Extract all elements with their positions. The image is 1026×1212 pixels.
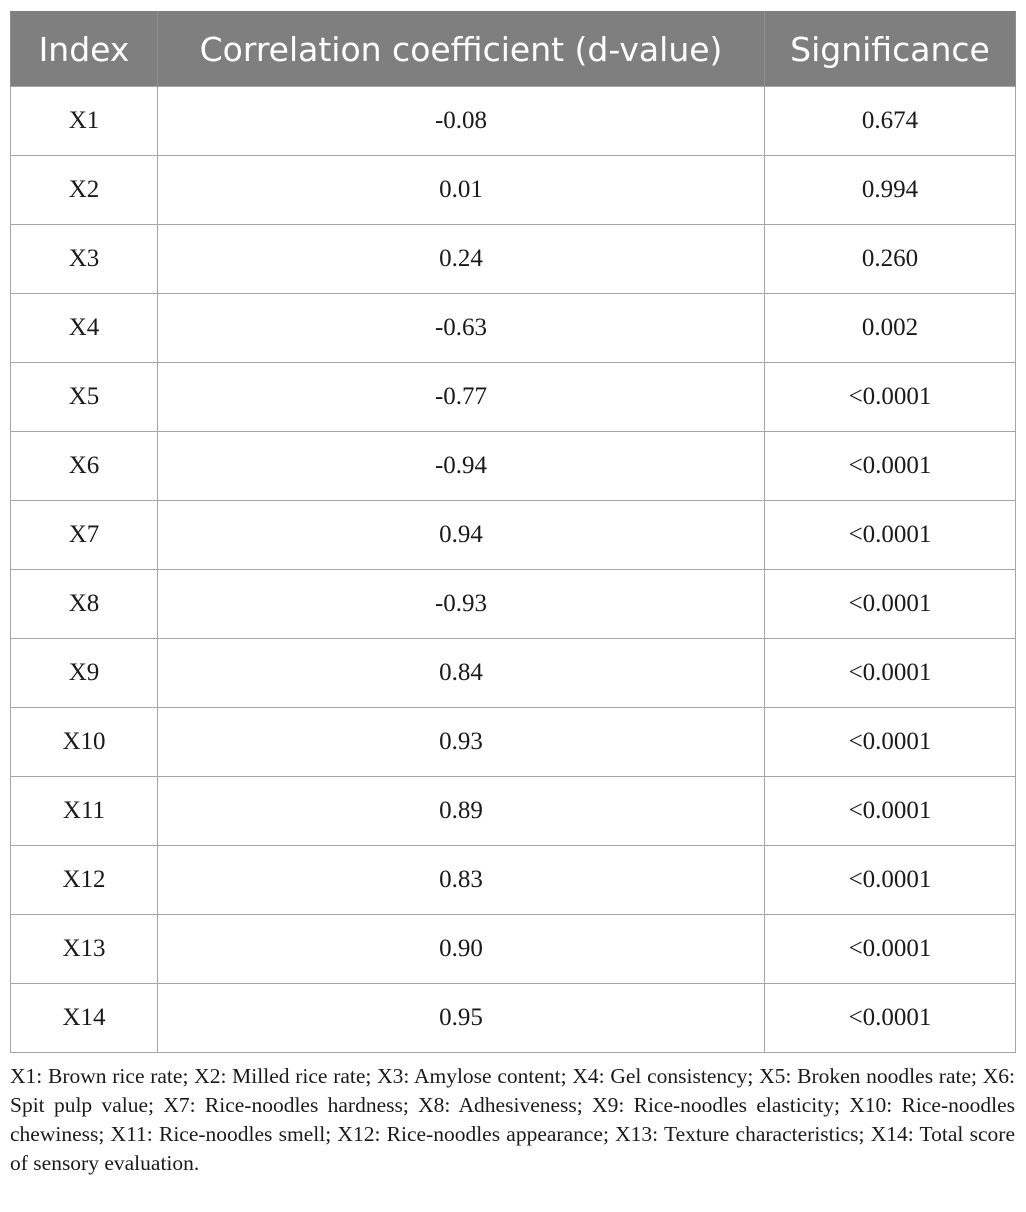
cell-significance: 0.994 bbox=[765, 156, 1016, 225]
table-row bbox=[11, 708, 1016, 777]
cell-index: X5 bbox=[11, 363, 158, 432]
cell-coefficient: 0.93 bbox=[158, 708, 765, 777]
table-row bbox=[11, 501, 1016, 570]
table-row bbox=[11, 570, 1016, 639]
cell-coefficient: -0.94 bbox=[158, 432, 765, 501]
cell-coefficient: 0.01 bbox=[158, 156, 765, 225]
cell-coefficient: -0.77 bbox=[158, 363, 765, 432]
cell-significance: <0.0001 bbox=[765, 708, 1016, 777]
cell-index: X11 bbox=[11, 777, 158, 846]
cell-index: X6 bbox=[11, 432, 158, 501]
table-row bbox=[11, 225, 1016, 294]
table-row bbox=[11, 87, 1016, 156]
cell-index: X10 bbox=[11, 708, 158, 777]
table-row bbox=[11, 846, 1016, 915]
table-row bbox=[11, 639, 1016, 708]
cell-index: X12 bbox=[11, 846, 158, 915]
cell-index: X9 bbox=[11, 639, 158, 708]
cell-significance: <0.0001 bbox=[765, 363, 1016, 432]
table-header bbox=[11, 12, 1016, 87]
cell-index: X13 bbox=[11, 915, 158, 984]
table-row bbox=[11, 915, 1016, 984]
cell-coefficient: 0.83 bbox=[158, 846, 765, 915]
cell-significance: <0.0001 bbox=[765, 846, 1016, 915]
cell-index: X14 bbox=[11, 984, 158, 1053]
cell-index: X1 bbox=[11, 87, 158, 156]
table-row bbox=[11, 432, 1016, 501]
cell-coefficient: 0.89 bbox=[158, 777, 765, 846]
cell-index: X7 bbox=[11, 501, 158, 570]
table-row bbox=[11, 294, 1016, 363]
table-row bbox=[11, 363, 1016, 432]
cell-index: X3 bbox=[11, 225, 158, 294]
cell-index: X2 bbox=[11, 156, 158, 225]
cell-coefficient: 0.90 bbox=[158, 915, 765, 984]
cell-coefficient: 0.94 bbox=[158, 501, 765, 570]
document-page bbox=[10, 11, 1015, 1200]
cell-coefficient: 0.84 bbox=[158, 639, 765, 708]
cell-significance: <0.0001 bbox=[765, 915, 1016, 984]
cell-coefficient: -0.08 bbox=[158, 87, 765, 156]
correlation-table bbox=[10, 11, 1016, 1053]
cell-coefficient: -0.93 bbox=[158, 570, 765, 639]
cell-significance: <0.0001 bbox=[765, 570, 1016, 639]
cell-index: X4 bbox=[11, 294, 158, 363]
table-footnote: X1: Brown rice rate; X2: Milled rice rate; X3: Amylose content; X4: Gel consistency; X5: Broken noodles rate; X6: Spit pulp value; X7: Rice-noodles hardness; X8: Adhesiveness; X9: Rice-noodles elasticity; X10: Rice-noodles chewiness; X11: Rice-noodles smell; X12: Rice-noodles appearance; X13: Texture characteristics; X14: Total score of sensory evaluation. bbox=[10, 1064, 1015, 1175]
cell-significance: <0.0001 bbox=[765, 501, 1016, 570]
header-coefficient: Correlation coefficient (d-value) bbox=[158, 12, 765, 87]
table-row bbox=[11, 984, 1016, 1053]
header-index: Index bbox=[11, 12, 158, 87]
cell-coefficient: 0.24 bbox=[158, 225, 765, 294]
table-body bbox=[11, 87, 1016, 1053]
header-row bbox=[11, 12, 1016, 87]
table-row bbox=[11, 156, 1016, 225]
cell-coefficient: 0.95 bbox=[158, 984, 765, 1053]
table-row bbox=[11, 777, 1016, 846]
cell-significance: 0.674 bbox=[765, 87, 1016, 156]
cell-significance: <0.0001 bbox=[765, 984, 1016, 1053]
cell-index: X8 bbox=[11, 570, 158, 639]
cell-significance: <0.0001 bbox=[765, 639, 1016, 708]
cell-significance: 0.002 bbox=[765, 294, 1016, 363]
header-significance: Significance bbox=[765, 12, 1016, 87]
cell-significance: 0.260 bbox=[765, 225, 1016, 294]
cell-significance: <0.0001 bbox=[765, 432, 1016, 501]
cell-coefficient: -0.63 bbox=[158, 294, 765, 363]
cell-significance: <0.0001 bbox=[765, 777, 1016, 846]
